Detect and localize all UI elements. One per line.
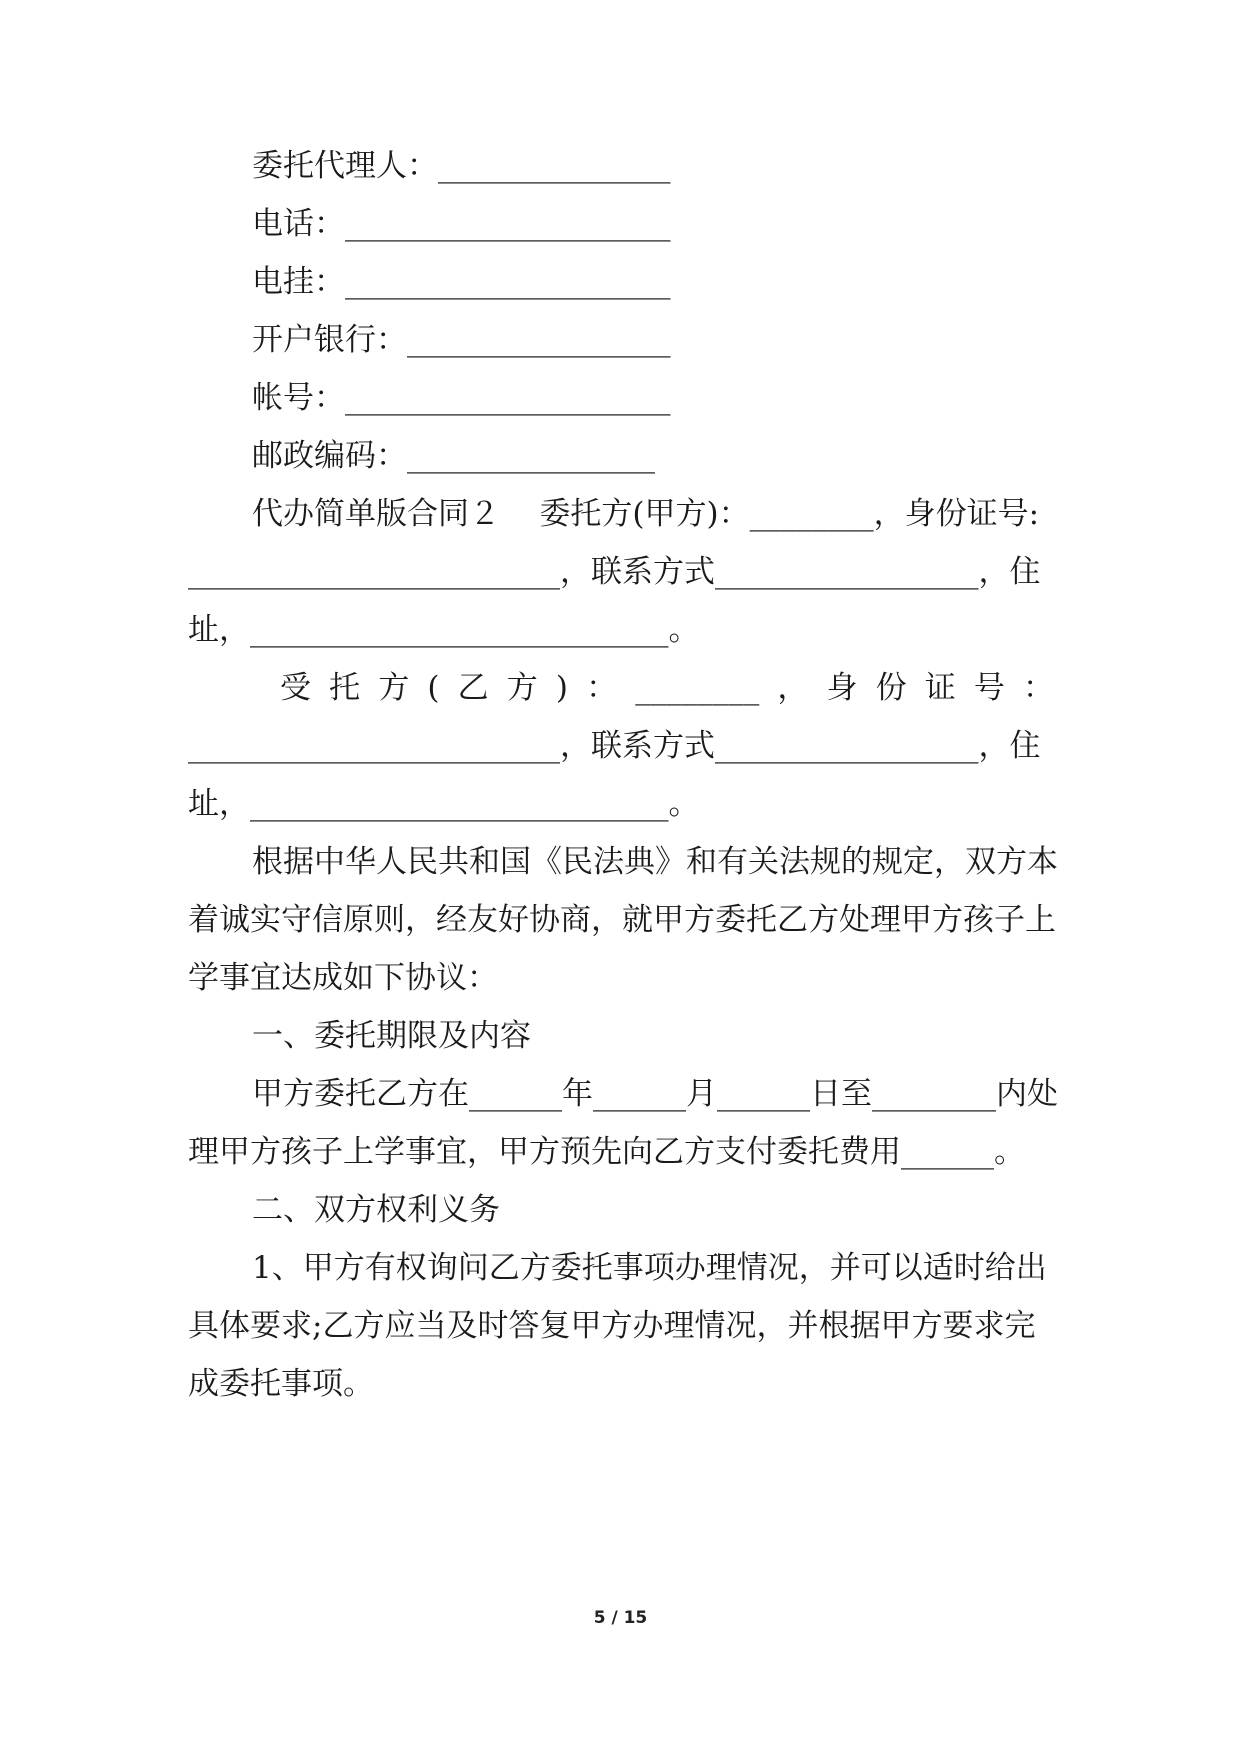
section-1-line-2: 理甲方孩子上学事宜，甲方预先向乙方支付委托费用______。 (188, 1134, 1025, 1170)
clause-1-line-3: 成委托事项。 (188, 1366, 374, 1402)
clause-1-line-1: 1、甲方有权询问乙方委托事项办理情况，并可以适时给出 (252, 1250, 1047, 1286)
preamble-line-2: 着诚实守信原则，经友好协商，就甲方委托乙方处理甲方孩子上 (188, 902, 1056, 938)
telegram-line: 电挂：_____________________ (252, 264, 671, 300)
section-1-heading: 一、委托期限及内容 (252, 1018, 531, 1054)
party-b-contact-line: ________________________，联系方式_________________，住 (188, 728, 1041, 764)
agent-line: 委托代理人：_______________ (252, 148, 671, 184)
bank-line: 开户银行：_________________ (252, 322, 671, 358)
phone-line: 电话：_____________________ (252, 206, 671, 242)
postcode-line: 邮政编码：________________ (252, 438, 655, 474)
party-a-contact-line: ________________________，联系方式_________________，住 (188, 554, 1041, 590)
party-b-line: 受托方(乙方)：________，身份证号： (280, 670, 1054, 706)
section-1-line-1: 甲方委托乙方在______年______月______日至________内处 (252, 1076, 1058, 1112)
contract-heading-line: 代办简单版合同２ 委托方(甲方)：________，身份证号: (252, 496, 1040, 532)
preamble-line-1: 根据中华人民共和国《民法典》和有关法规的规定，双方本 (252, 844, 1058, 880)
party-a-address-line: 址，___________________________。 (188, 612, 700, 648)
preamble-line-3: 学事宜达成如下协议： (188, 960, 498, 996)
account-line: 帐号：_____________________ (252, 380, 671, 416)
page-number: 5 / 15 (593, 1608, 648, 1628)
party-b-address-line: 址，___________________________。 (188, 786, 700, 822)
clause-1-line-2: 具体要求;乙方应当及时答复甲方办理情况，并根据甲方要求完 (188, 1308, 1036, 1344)
section-2-heading: 二、双方权利义务 (252, 1192, 500, 1228)
